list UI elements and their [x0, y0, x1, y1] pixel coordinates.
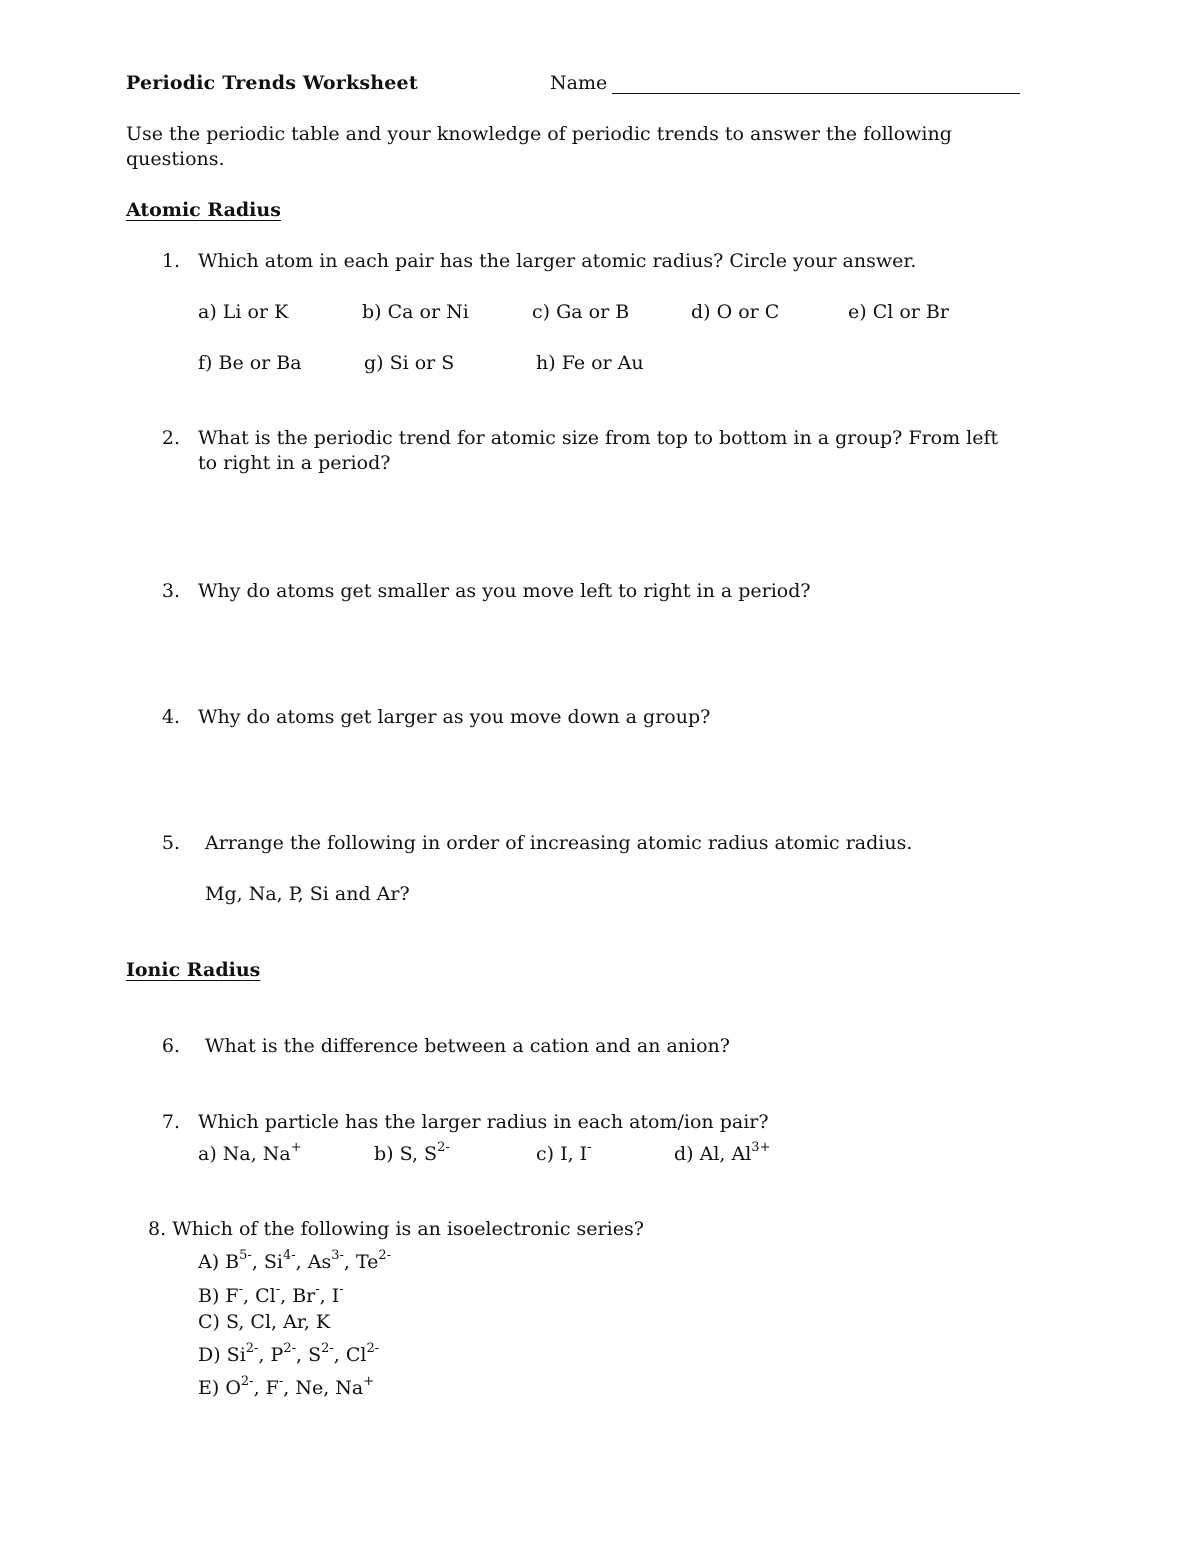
question-3-text: Why do atoms get smaller as you move left to right in a period?: [198, 580, 811, 602]
q1-option-b[interactable]: b) Ca or Ni: [362, 301, 469, 323]
q8-option-D[interactable]: D) $Si^{2-}$, $P^{2-}$, $S^{2-}$, $Cl^{2-}$: [198, 1340, 380, 1366]
question-5-items: Mg, Na, P, Si and Ar?: [205, 883, 410, 905]
q7-option-b[interactable]: b) S, $S^{2-}$: [374, 1139, 450, 1165]
q8-option-E[interactable]: E) $O^{2-}$, F-, Ne, Na+: [198, 1373, 375, 1399]
q7-option-c[interactable]: c) I, I-: [536, 1139, 592, 1165]
q1-option-d[interactable]: d) O or C: [691, 301, 780, 323]
question-number: 5.: [161, 832, 180, 854]
question-8-text: 8. Which of the following is an isoelectronic series?: [148, 1218, 644, 1240]
question-6-text: What is the difference between a cation and an anion?: [205, 1035, 730, 1057]
question-number: 3.: [161, 580, 180, 602]
question-4-text: Why do atoms get larger as you move down a group?: [198, 706, 711, 728]
section-heading-atomic-radius: Atomic Radius: [126, 199, 281, 221]
name-blank-line[interactable]: [612, 93, 1020, 94]
question-number: 6.: [161, 1035, 180, 1057]
q7-option-a[interactable]: a) Na, Na+: [198, 1139, 302, 1165]
question-number: 2.: [161, 427, 180, 449]
question-2-line-2: to right in a period?: [198, 452, 391, 474]
question-number: 4.: [161, 706, 180, 728]
name-label: Name: [550, 72, 608, 94]
q1-option-e[interactable]: e) Cl or Br: [848, 301, 949, 323]
q7-option-d[interactable]: d) Al, $Al^{3+}$: [674, 1139, 771, 1165]
section-heading-ionic-radius: Ionic Radius: [126, 959, 261, 981]
intro-line-1: Use the periodic table and your knowledge of periodic trends to answer the following: [126, 123, 952, 145]
q8-option-C[interactable]: C) S, Cl, Ar, K: [198, 1311, 331, 1333]
q1-option-f[interactable]: f) Be or Ba: [198, 352, 302, 374]
question-number: 1.: [161, 250, 180, 272]
page-title: Periodic Trends Worksheet: [126, 72, 418, 94]
question-number: 7.: [161, 1111, 180, 1133]
question-2-line-1: What is the periodic trend for atomic size from top to bottom in a group? From left: [198, 427, 999, 449]
q1-option-h[interactable]: h) Fe or Au: [536, 352, 644, 374]
question-5-text: Arrange the following in order of increasing atomic radius atomic radius.: [205, 832, 913, 854]
q1-option-c[interactable]: c) Ga or B: [532, 301, 630, 323]
q1-option-a[interactable]: a) Li or K: [198, 301, 289, 323]
q8-option-A[interactable]: A) $B^{5-}$, $Si^{4-}$, $As^{3-}$, $Te^{2-}$: [198, 1247, 392, 1273]
q1-option-g[interactable]: g) Si or S: [364, 352, 455, 374]
question-1-text: Which atom in each pair has the larger atomic radius? Circle your answer.: [198, 250, 917, 272]
intro-line-2: questions.: [126, 148, 225, 170]
q8-option-B[interactable]: B) F-, Cl-, Br-, I-: [198, 1281, 344, 1307]
question-7-text: Which particle has the larger radius in each atom/ion pair?: [198, 1111, 769, 1133]
